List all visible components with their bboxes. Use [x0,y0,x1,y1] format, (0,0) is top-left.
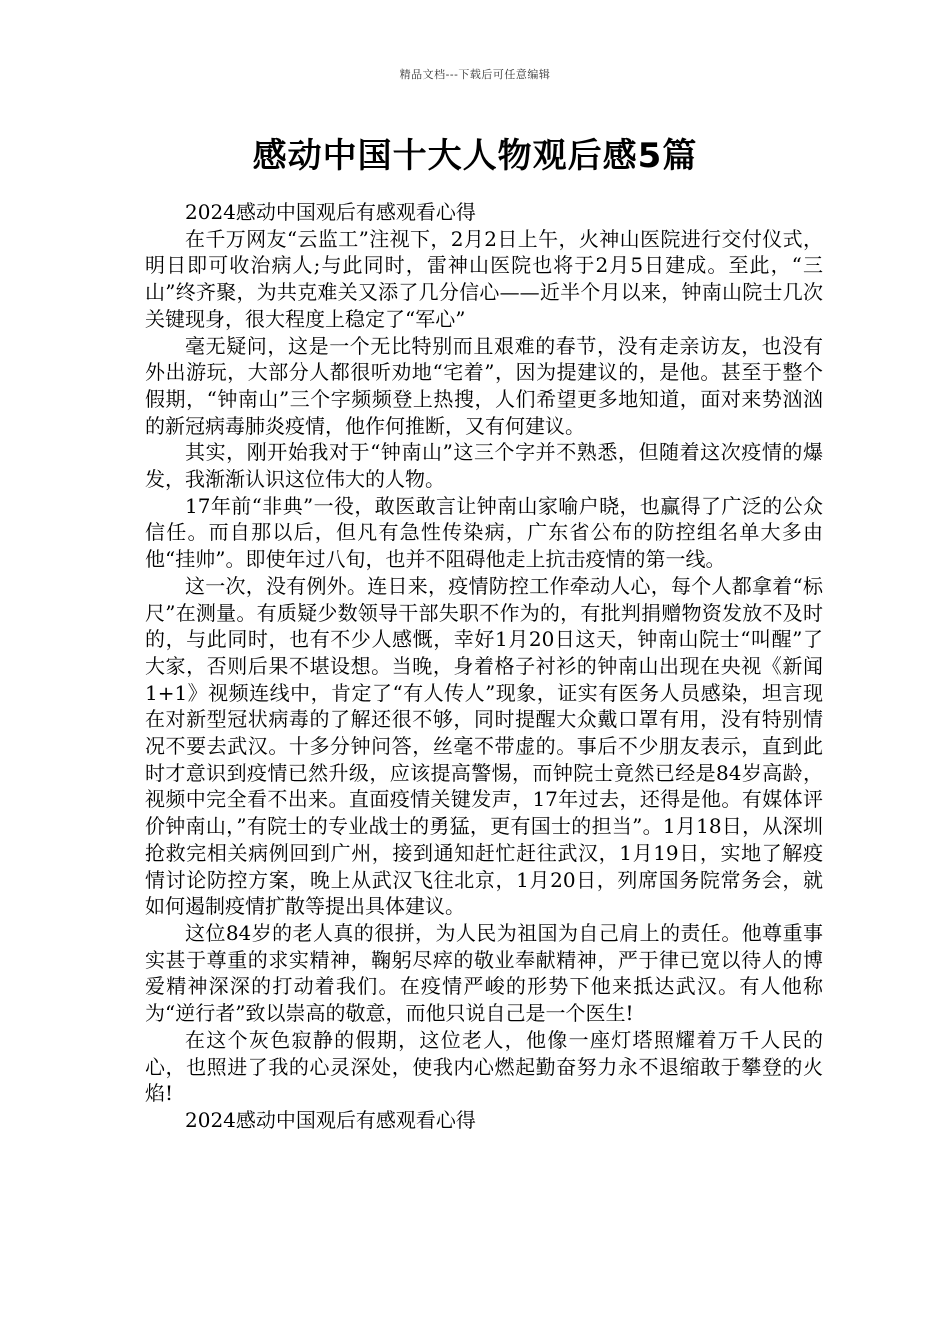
paragraph: 在千万网友“云监工”注视下，2月2日上午，火神山医院进行交付仪式，明日即可收治病人;与此同时，雷神山医院也将于2月5日建成。至此，“三山”终齐聚，为共克难关又添了几分信心——近半个月以来，钟南山院士几次关键现身，很大程度上稳定了“军心” [145,226,823,331]
paragraph-subheading: 2024感动中国观后有感观看心得 [185,1107,476,1132]
paragraph: 这一次，没有例外。连日来，疫情防控工作牵动人心，每个人都拿着“标尺”在测量。有质疑少数领导干部失职不作为的，有批判捐赠物资发放不及时的，与此同时，也有不少人感慨，幸好1月20日这天，钟南山院士“叫醒”了大家，否则后果不堪设想。当晚，身着格子衬衫的钟南山出现在央视《新闻1+1》视频连线中，肯定了“有人传人”现象，证实有医务人员感染，坦言现在对新型冠状病毒的了解还很不够，同时提醒大众戴口罩有用，没有特别情况不要去武汉。十多分钟问答，丝毫不带虚的。事后不少朋友表示，直到此时才意识到疫情已然升级，应该提高警惕，而钟院士竟然已经是84岁高龄，视频中完全看不出来。直面疫情关键发声，17年过去，还得是他。有媒体评价钟南山，”有院士的专业战士的勇猛，更有国士的担当”。1月18日，从深圳抢救完相关病例回到广州，接到通知赶忙赶往武汉，1月19日，实地了解疫情讨论防控方案，晚上从武汉飞往北京，1月20日，列席国务院常务会，就如何遏制疫情扩散等提出具体建议。 [145,573,823,919]
paragraph: 毫无疑问，这是一个无比特别而且艰难的春节，没有走亲访友，也没有外出游玩，大部分人都很听劝地“宅着”，因为提建议的，是他。甚至于整个假期，“钟南山”三个字频频登上热搜，人们希望更多地知道，面对来势汹汹的新冠病毒肺炎疫情，他作何推断，又有何建议。 [145,333,823,438]
paragraph: 17年前“非典”一役，敢医敢言让钟南山家喻户晓，也赢得了广泛的公众信任。而自那以后，但凡有急性传染病，广东省公布的防控组名单大多由他“挂帅”。即使年过八旬，也并不阻碍他走上抗击疫情的第一线。 [145,493,823,572]
document-title: 感动中国十大人物观后感5篇 [252,136,698,176]
header-note: 精品文档---下载后可任意编辑 [399,68,551,81]
paragraph: 其实，刚开始我对于“钟南山”这三个字并不熟悉，但随着这次疫情的爆发，我渐渐认识这位伟大的人物。 [145,440,823,492]
document-body [145,199,823,1134]
paragraph: 这位84岁的老人真的很拼，为人民为祖国为自己肩上的责任。他尊重事实甚于尊重的求实精神，鞠躬尽瘁的敬业奉献精神，严于律已宽以待人的博爱精神深深的打动着我们。在疫情严峻的形势下他来抵达武汉。有人他称为“逆行者”致以崇高的敬意，而他只说自己是一个医生! [145,920,823,1026]
paragraph-subheading: 2024感动中国观后有感观看心得 [185,200,476,224]
paragraph: 在这个灰色寂静的假期，这位老人，他像一座灯塔照耀着万千人民的心，也照进了我的心灵深处，使我内心燃起勤奋努力永不退缩敢于攀登的火焰! [145,1027,823,1106]
